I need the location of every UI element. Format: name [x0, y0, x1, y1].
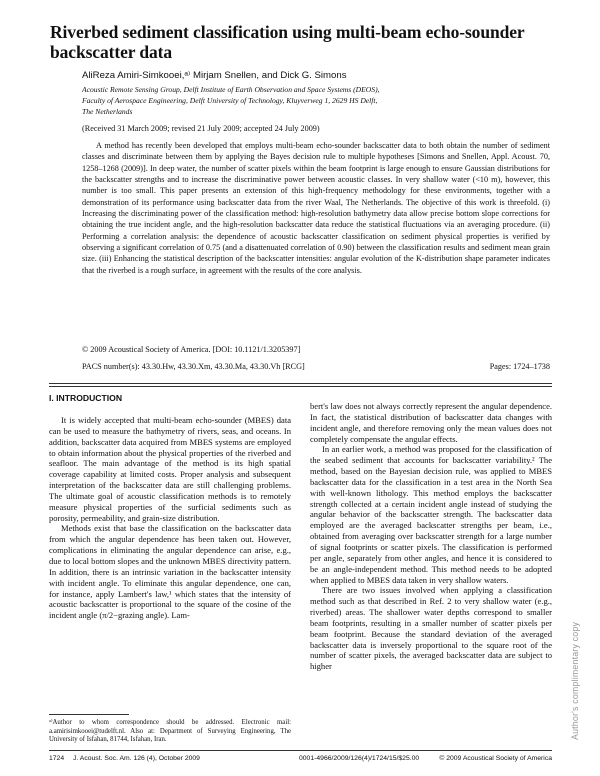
left-column [49, 415, 291, 621]
journal-citation: J. Acoust. Soc. Am. 126 (4), October 2009 [73, 755, 200, 762]
pacs-line [82, 362, 550, 371]
affiliation [82, 84, 552, 117]
abstract-text: A method has recently been developed that employs multi-beam echo-sounder backscatter data to both obtain the number of sediment classes and discriminate between them by applying the Bayes decision rule to multiple hypotheses [Simons and Snellen, Appl. Acoust. 70, 1258–1268 (2009)]. In deep water, the number of scatter pixels within the beam footprint is large enough to ensure Gaussian distributions for the backscatter strengths and to increase the discriminative power between acoustic classes. In very shallow water (<10 m), however, this number is too small. This paper presents an extension of this high-frequency methodology for these environments, together with a demonstration of its performance using backscatter data from the river Waal, The Netherlands. The objective of this work is threefold. (i) Increasing the discriminating power of the classification method: high-resolution bathymetry data allow precise bottom slope corrections for obtaining the true incident angle, and the high-resolution backscatter data reduce the statistical fluctuations via an averaging procedure. (ii) Performing a correlation analysis: the dependence of acoustic backscatter classification on sediment physical properties is verified by observing a significant correlation of 0.75 (and a disattenuated correlation of 0.90) between the classification results and sediment mean grain size. (iii) Enhancing the statistical description of the backscatter intensities: angular evolution of the K-distribution shape parameter indicates that the riverbed is a rough surface, in agreement with the results of the core analysis. [82, 141, 550, 275]
watermark-text: Author's complimentary copy [570, 621, 580, 740]
section-heading: I. INTRODUCTION [49, 393, 123, 403]
page-range: Pages: 1724–1738 [489, 362, 550, 371]
author-list: AliReza Amiri-Simkooei,ᵃ⁾ Mirjam Snellen, and Dick G. Simons [82, 70, 347, 81]
abstract [82, 140, 550, 276]
right-column [310, 401, 552, 672]
society-copyright: © 2009 Acoustical Society of America [439, 755, 552, 762]
received-dates: (Received 31 March 2009; revised 21 July 2009; accepted 24 July 2009) [82, 124, 320, 133]
paragraph: Methods exist that base the classification on the backscatter data from which the angular dependence has been taken out. However, complications in eliminating the angular dependence can arise, e.g., due to local bottom slopes and the unknown MBES directivity pattern. In addition, there is an intrinsic variation in the backscatter intensity with incident angle. To eliminate this angular dependence, one can, for instance, apply Lambert's law,¹ which states that the intensity of acoustic backscatter is proportional to the square of the cosine of the incident angle (π/2−grazing angle). Lam- [49, 523, 291, 621]
copyright-doi: © 2009 Acoustical Society of America. [DOI: 10.1121/1.3205397] [82, 345, 301, 354]
paragraph: There are two issues involved when applying a classification method such as that described in Ref. 2 to very shallow water (e.g., riverbed) areas. The shallower water depths correspond to smaller beam footprints, resulting in a smaller number of scatter pixels per beam footprint. Because the standard deviation of the averaged backscatter data is inversely proportional to the square root of the number of scatter pixels, the averaged backscatter data are subject to higher [310, 585, 552, 672]
paragraph: It is widely accepted that multi-beam echo-sounder (MBES) data can be used to measure the bathymetry of rivers, seas, and oceans. In addition, backscatter data acquired from MBES systems are employed to obtain information about the physical properties of the riverbed and seafloor. The main advantage of the method is its high spatial coverage capability at limited costs. Proper analysis and subsequent interpretation of the backscatter data are still challenging problems. The ultimate goal of acoustic classification methods is to remotely measure physical properties of the surficial sediments such as porosity, permeability, and grain-size distribution. [49, 415, 291, 523]
article-code: 0001-4966/2009/126(4)/1724/15/$25.00 [299, 755, 420, 762]
pacs-numbers: PACS number(s): 43.30.Hw, 43.30.Xm, 43.30.Ma, 43.30.Vh [RCG] [82, 362, 305, 371]
footnote: ᵃ⁾Author to whom correspondence should be addressed. Electronic mail: a.amirisimkooei@tudelft.nl. Also at: Department of Surveying Engineering, The University of Isfahan, 81744, Isfahan, Iran. [49, 719, 291, 744]
affiliation-line: The Netherlands [82, 107, 133, 116]
article-title: Riverbed sediment classification using multi-beam echo-sounder backscatter data [50, 22, 525, 62]
affiliation-line: Acoustic Remote Sensing Group, Delft Institute of Earth Observation and Space Systems (DEOS), [82, 85, 380, 94]
affiliation-line: Faculty of Aerospace Engineering, Delft University of Technology, Kluyverweg 1, 2629 HS Delft, [82, 96, 378, 105]
footer-rule [49, 750, 552, 751]
section-divider [49, 386, 552, 387]
page-number: 1724 [49, 755, 65, 762]
section-divider [49, 383, 552, 384]
footnote-rule [49, 714, 129, 715]
paragraph: In an earlier work, a method was proposed for the classification of the seabed sediment that accounts for backscatter variability.² The method, based on the Bayesian decision rule, was applied to MBES backscatter data for the classification in a test area in the North Sea with well-known lithology. This method employs the backscatter strength collected at a certain incident angle instead of studying the angular behavior of the backscatter strength. The backscatter data employed are the averaged backscatter strengths per beam, i.e., obtained from averaging over backscatter strength for a large number of signal footprints or scatter pixels. The classification is performed per angle, separately from other angles, and hence it is considered to be an angle-independent method. This method needs to be adopted when applied to MBES data taken in very shallow waters. [310, 444, 552, 585]
paragraph: bert's law does not always correctly represent the angular dependence. In fact, the statistical distribution of backscatter data changes with incident angle, and therefore removing only the mean values does not completely compensate the angular effects. [310, 401, 552, 444]
complimentary-copy-watermark [568, 540, 582, 740]
